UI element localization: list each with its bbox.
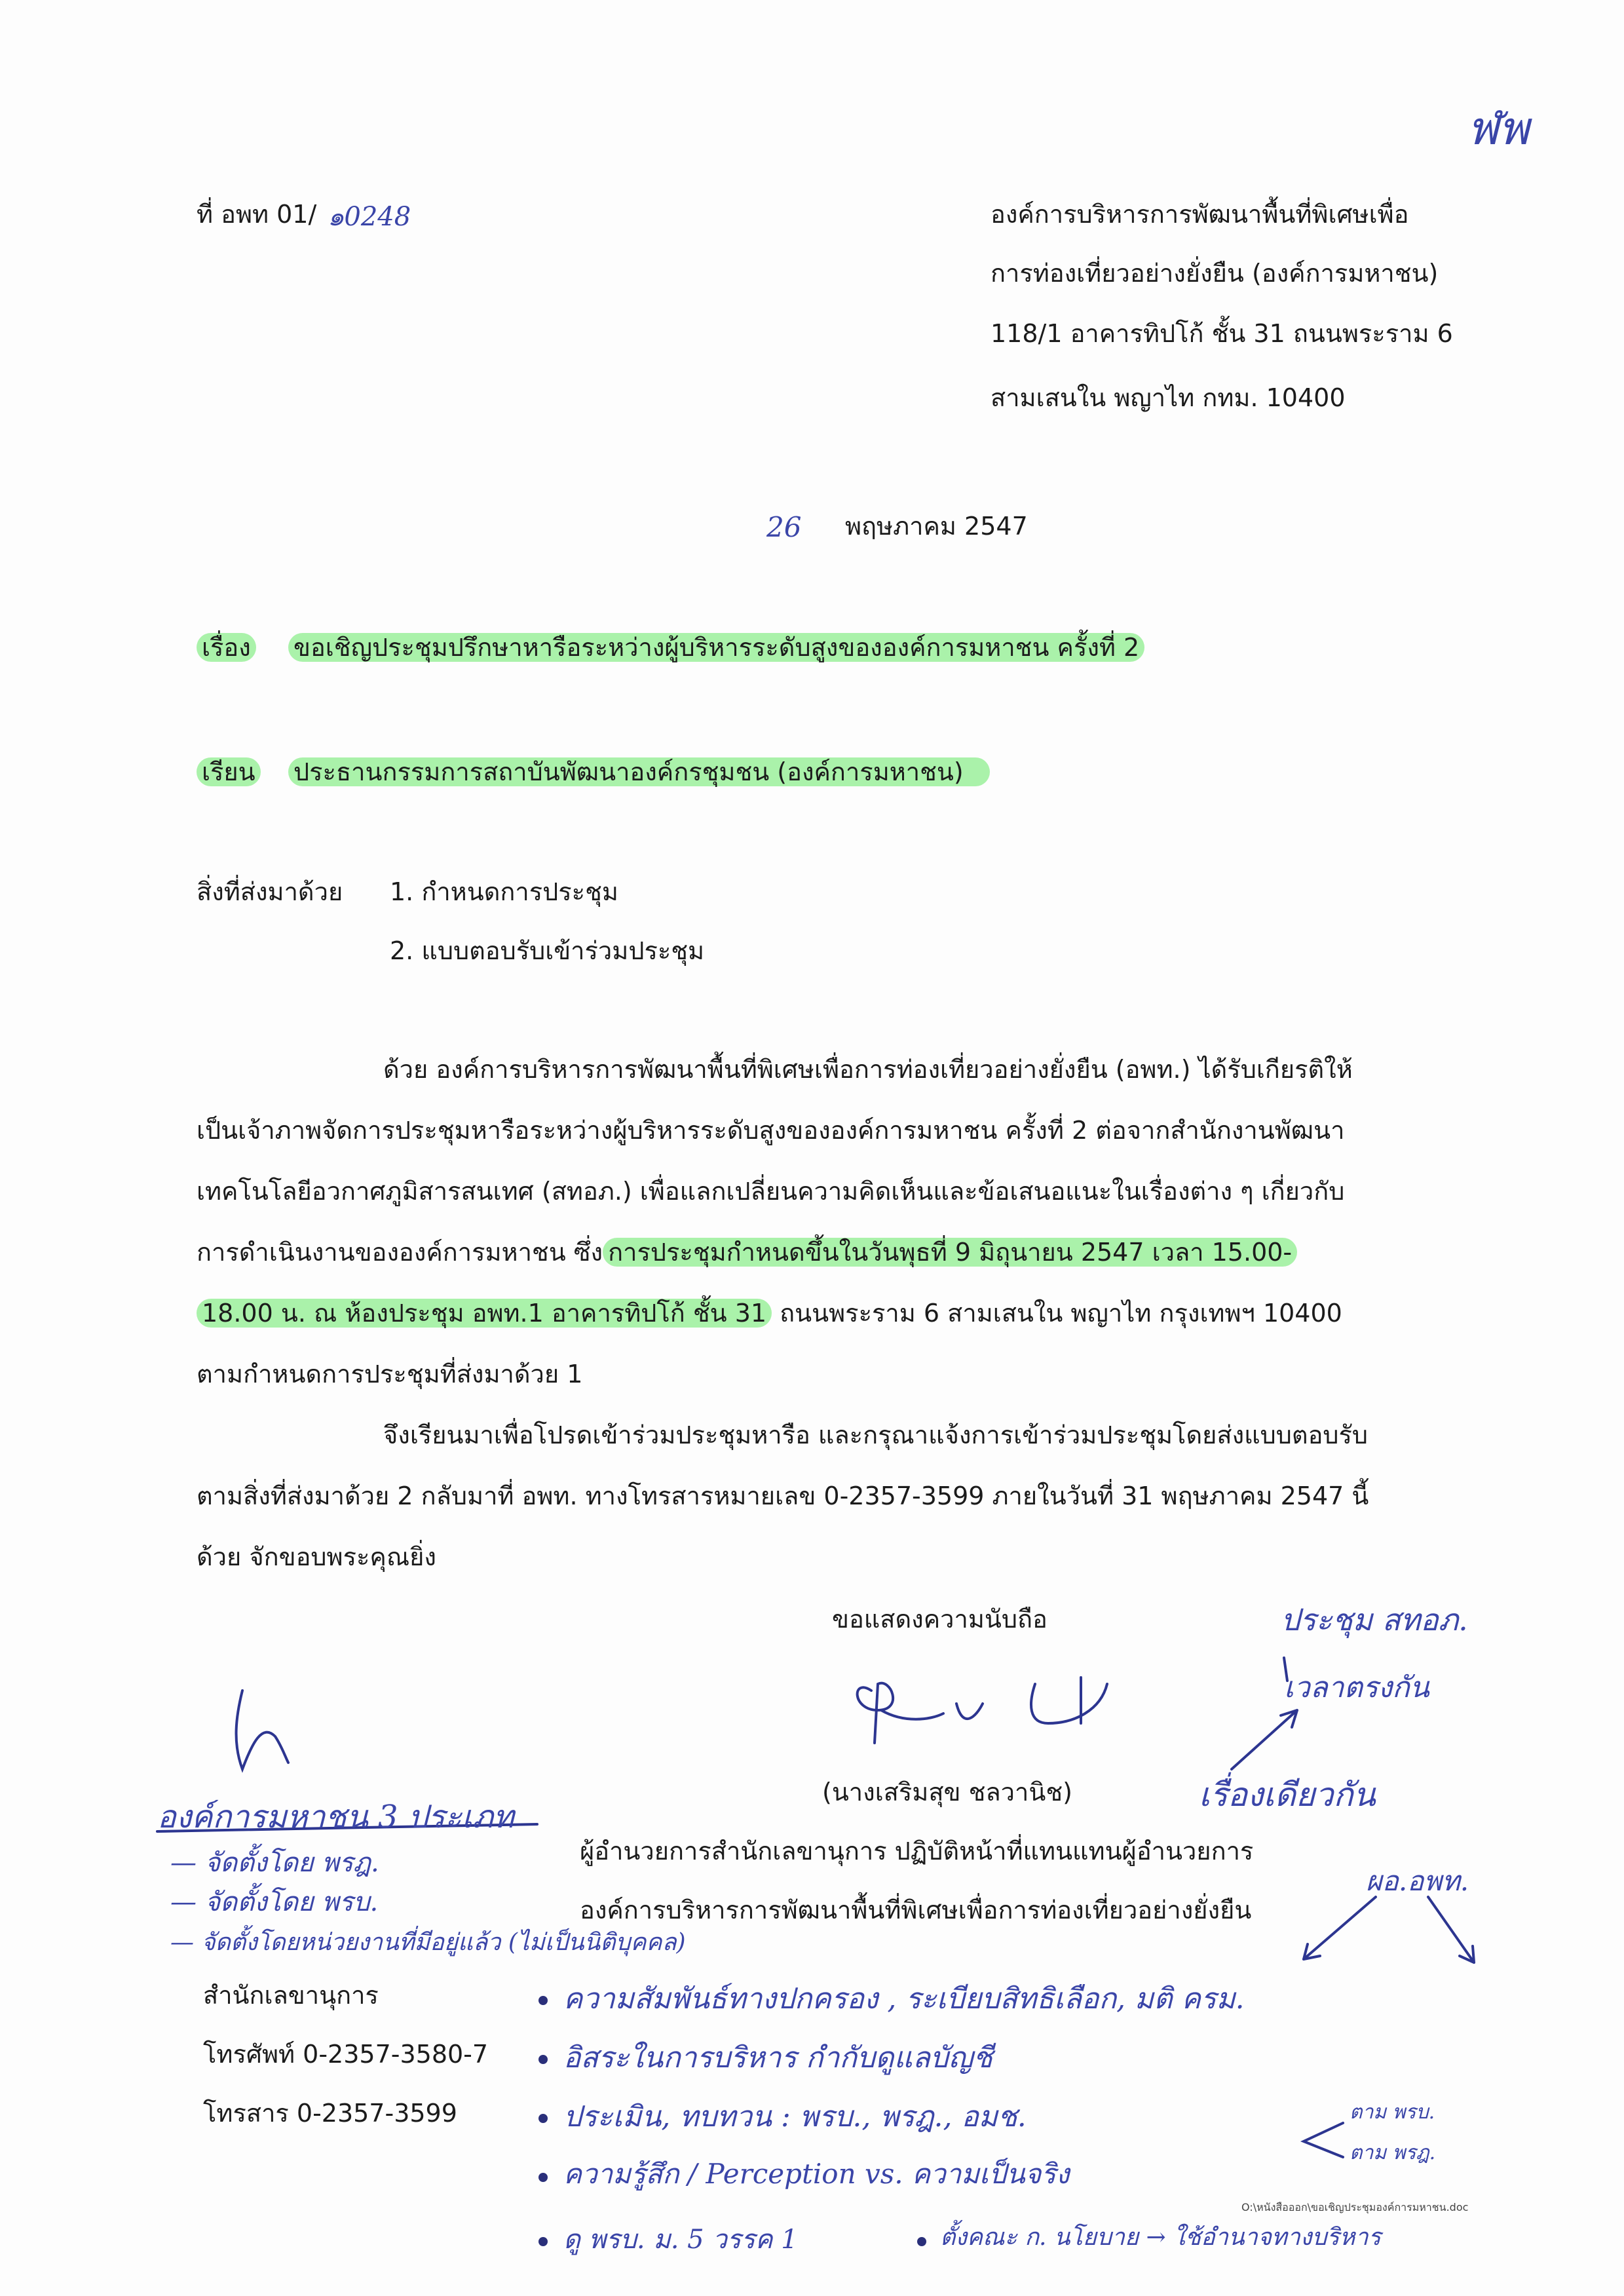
body-p1-line-6: ตามกำหนดการประชุมที่ส่งมาด้วย 1 <box>197 1360 583 1388</box>
file-path: O:\หนังสือออก\ขอเชิญประชุมองค์การมหาชน.doc <box>1241 2201 1469 2213</box>
note-bullet-dot-1 <box>538 1996 548 2005</box>
note-bullet-dot-5b <box>917 2237 926 2246</box>
note-bullet-5b: ตั้งคณะ ก. นโยบาย → ใช้อำนาจทางบริหาร <box>940 2224 1381 2251</box>
body-p2-line-1: จึงเรียนมาเพื่อโปรดเข้าร่วมประชุมหารือ และกรุณาแจ้งการเข้าร่วมประชุมโดยส่งแบบตอบรับ <box>383 1421 1369 1449</box>
sender-line-4: สามเสนใน พญาไท กทม. 10400 <box>991 383 1346 412</box>
signer-position-2: องค์การบริหารการพัฒนาพื้นที่พิเศษเพื่อการท่องเที่ยวอย่างยั่งยืน <box>580 1896 1252 1924</box>
note-bullet-dot-2 <box>538 2055 548 2064</box>
note-bullet-4: ความรู้สึก / Perception vs. ความเป็นจริง <box>563 2158 1070 2190</box>
sender-line-3: 118/1 อาคารทิปโก้ ชั้น 31 ถนนพระราม 6 <box>991 319 1453 348</box>
note-bullet-3: ประเมิน, ทบทวน : พรบ., พรฎ., อมช. <box>563 2100 1027 2133</box>
body-p1-line-4-highlight: การประชุมกำหนดขึ้นในวันพุธที่ 9 มิถุนายน 2547 เวลา 15.00- <box>603 1238 1297 1267</box>
note-bullet-1: ความสัมพันธ์ทางปกครอง , ระเบียบสิทธิเลือก, มติ ครม. <box>563 1982 1245 2016</box>
enclosures-label: สิ่งที่ส่งมาด้วย <box>197 877 343 906</box>
note-same-subject: เรื่องเดียวกัน <box>1199 1776 1376 1814</box>
office-phone: โทรศัพท์ 0-2357-3580-7 <box>203 2040 489 2069</box>
date-day-handwritten: 26 <box>766 511 802 543</box>
note-bullet-3-branch-a: ตาม พรบ. <box>1350 2101 1435 2124</box>
sender-line-2: การท่องเที่ยวอย่างยั่งยืน (องค์การมหาชน) <box>991 259 1439 288</box>
note-bullet-dot-5 <box>538 2237 548 2246</box>
recipient-label: เรียน <box>197 756 261 788</box>
note-bullet-5a: ดู พรบ. ม. 5 วรรค 1 <box>563 2225 798 2255</box>
corner-handwritten-mark: ฬพ <box>1467 102 1529 155</box>
body-p1-line-5-highlight: 18.00 น. ณ ห้องประชุม อพท.1 อาคารทิปโก้ ชั้น 31 <box>197 1299 772 1328</box>
signer-name: (นางเสริมสุข ชลวานิช) <box>822 1778 1072 1807</box>
body-p1-line-2: เป็นเจ้าภาพจัดการประชุมหารือระหว่างผู้บริหารระดับสูงขององค์การมหาชน ครั้งที่ 2 ต่อจากสำนักงานพัฒนา <box>197 1116 1345 1145</box>
enclosure-item-2: 2. แบบตอบรับเข้าร่วมประชุม <box>390 936 705 965</box>
note-bullet-3-branch-b: ตาม พรฎ. <box>1350 2141 1436 2164</box>
body-p1-line-5-plain: ถนนพระราม 6 สามเสนใน พญาไท กรุงเทพฯ 10400 <box>772 1299 1342 1328</box>
note-meeting: ประชุม สทอภ. <box>1281 1602 1468 1637</box>
note-left-title: องค์การมหาชน 3 ประเภท <box>157 1799 514 1835</box>
note-bullet-2: อิสระในการบริหาร กำกับดูแลบัญชี <box>563 2041 993 2075</box>
signer-position-1: ผู้อำนวยการสำนักเลขานุการ ปฏิบัติหน้าที่แทนแทนผู้อำนวยการ <box>580 1837 1254 1866</box>
office-name: สำนักเลขานุการ <box>203 1981 379 2010</box>
body-p2-line-3: ด้วย จักขอบพระคุณยิ่ง <box>197 1542 436 1571</box>
enclosure-item-1: 1. กำหนดการประชุม <box>390 877 618 906</box>
note-left-1: — จัดตั้งโดย พรฎ. <box>170 1848 379 1878</box>
body-p1-line-3: เทคโนโลยีอวกาศภูมิสารสนเทศ (สทอภ.) เพื่อแลกเปลี่ยนความคิดเห็นและข้อเสนอแนะในเรื่องต่าง ๆ เกี่ยวกับ <box>197 1177 1345 1206</box>
reference-number: ที่ อพท 01/ <box>197 200 317 229</box>
note-same-time: เวลาตรงกัน <box>1284 1671 1429 1704</box>
subject-label: เรื่อง <box>197 631 256 664</box>
office-fax: โทรสาร 0-2357-3599 <box>203 2099 457 2128</box>
date-month-year: พฤษภาคม 2547 <box>845 512 1028 541</box>
body-p1-line-4 <box>197 1236 1297 1269</box>
sender-line-1: องค์การบริหารการพัฒนาพื้นที่พิเศษเพื่อ <box>991 200 1409 229</box>
closing: ขอแสดงความนับถือ <box>832 1605 1048 1634</box>
note-director: ผอ.อพท. <box>1366 1865 1469 1897</box>
note-bullet-dot-4 <box>538 2173 548 2182</box>
subject-text: ขอเชิญประชุมปรึกษาหารือระหว่างผู้บริหารระดับสูงขององค์การมหาชน ครั้งที่ 2 <box>288 631 1144 664</box>
note-bullet-dot-3 <box>538 2114 548 2123</box>
body-p1-line-4-plain: การดำเนินงานขององค์การมหาชน ซึ่ง <box>197 1238 603 1267</box>
body-p2-line-2: ตามสิ่งที่ส่งมาด้วย 2 กลับมาที่ อพท. ทางโทรสารหมายเลข 0-2357-3599 ภายในวันที่ 31 พฤษภาคม 2547 นี้ <box>197 1482 1369 1510</box>
note-left-3: — จัดตั้งโดยหน่วยงานที่มีอยู่แล้ว (ไม่เป็นนิติบุคคล) <box>170 1929 686 1956</box>
recipient-text: ประธานกรรมการสถาบันพัฒนาองค์กรชุมชน (องค์การมหาชน) <box>288 756 990 788</box>
body-p1-line-5 <box>197 1297 1342 1330</box>
reference-handwritten: ๑0248 <box>328 202 411 232</box>
note-left-2: — จัดตั้งโดย พรบ. <box>170 1887 379 1917</box>
body-p1-line-1: ด้วย องค์การบริหารการพัฒนาพื้นที่พิเศษเพื่อการท่องเที่ยวอย่างยั่งยืน (อพท.) ได้รับเกียรติให้ <box>383 1055 1353 1084</box>
